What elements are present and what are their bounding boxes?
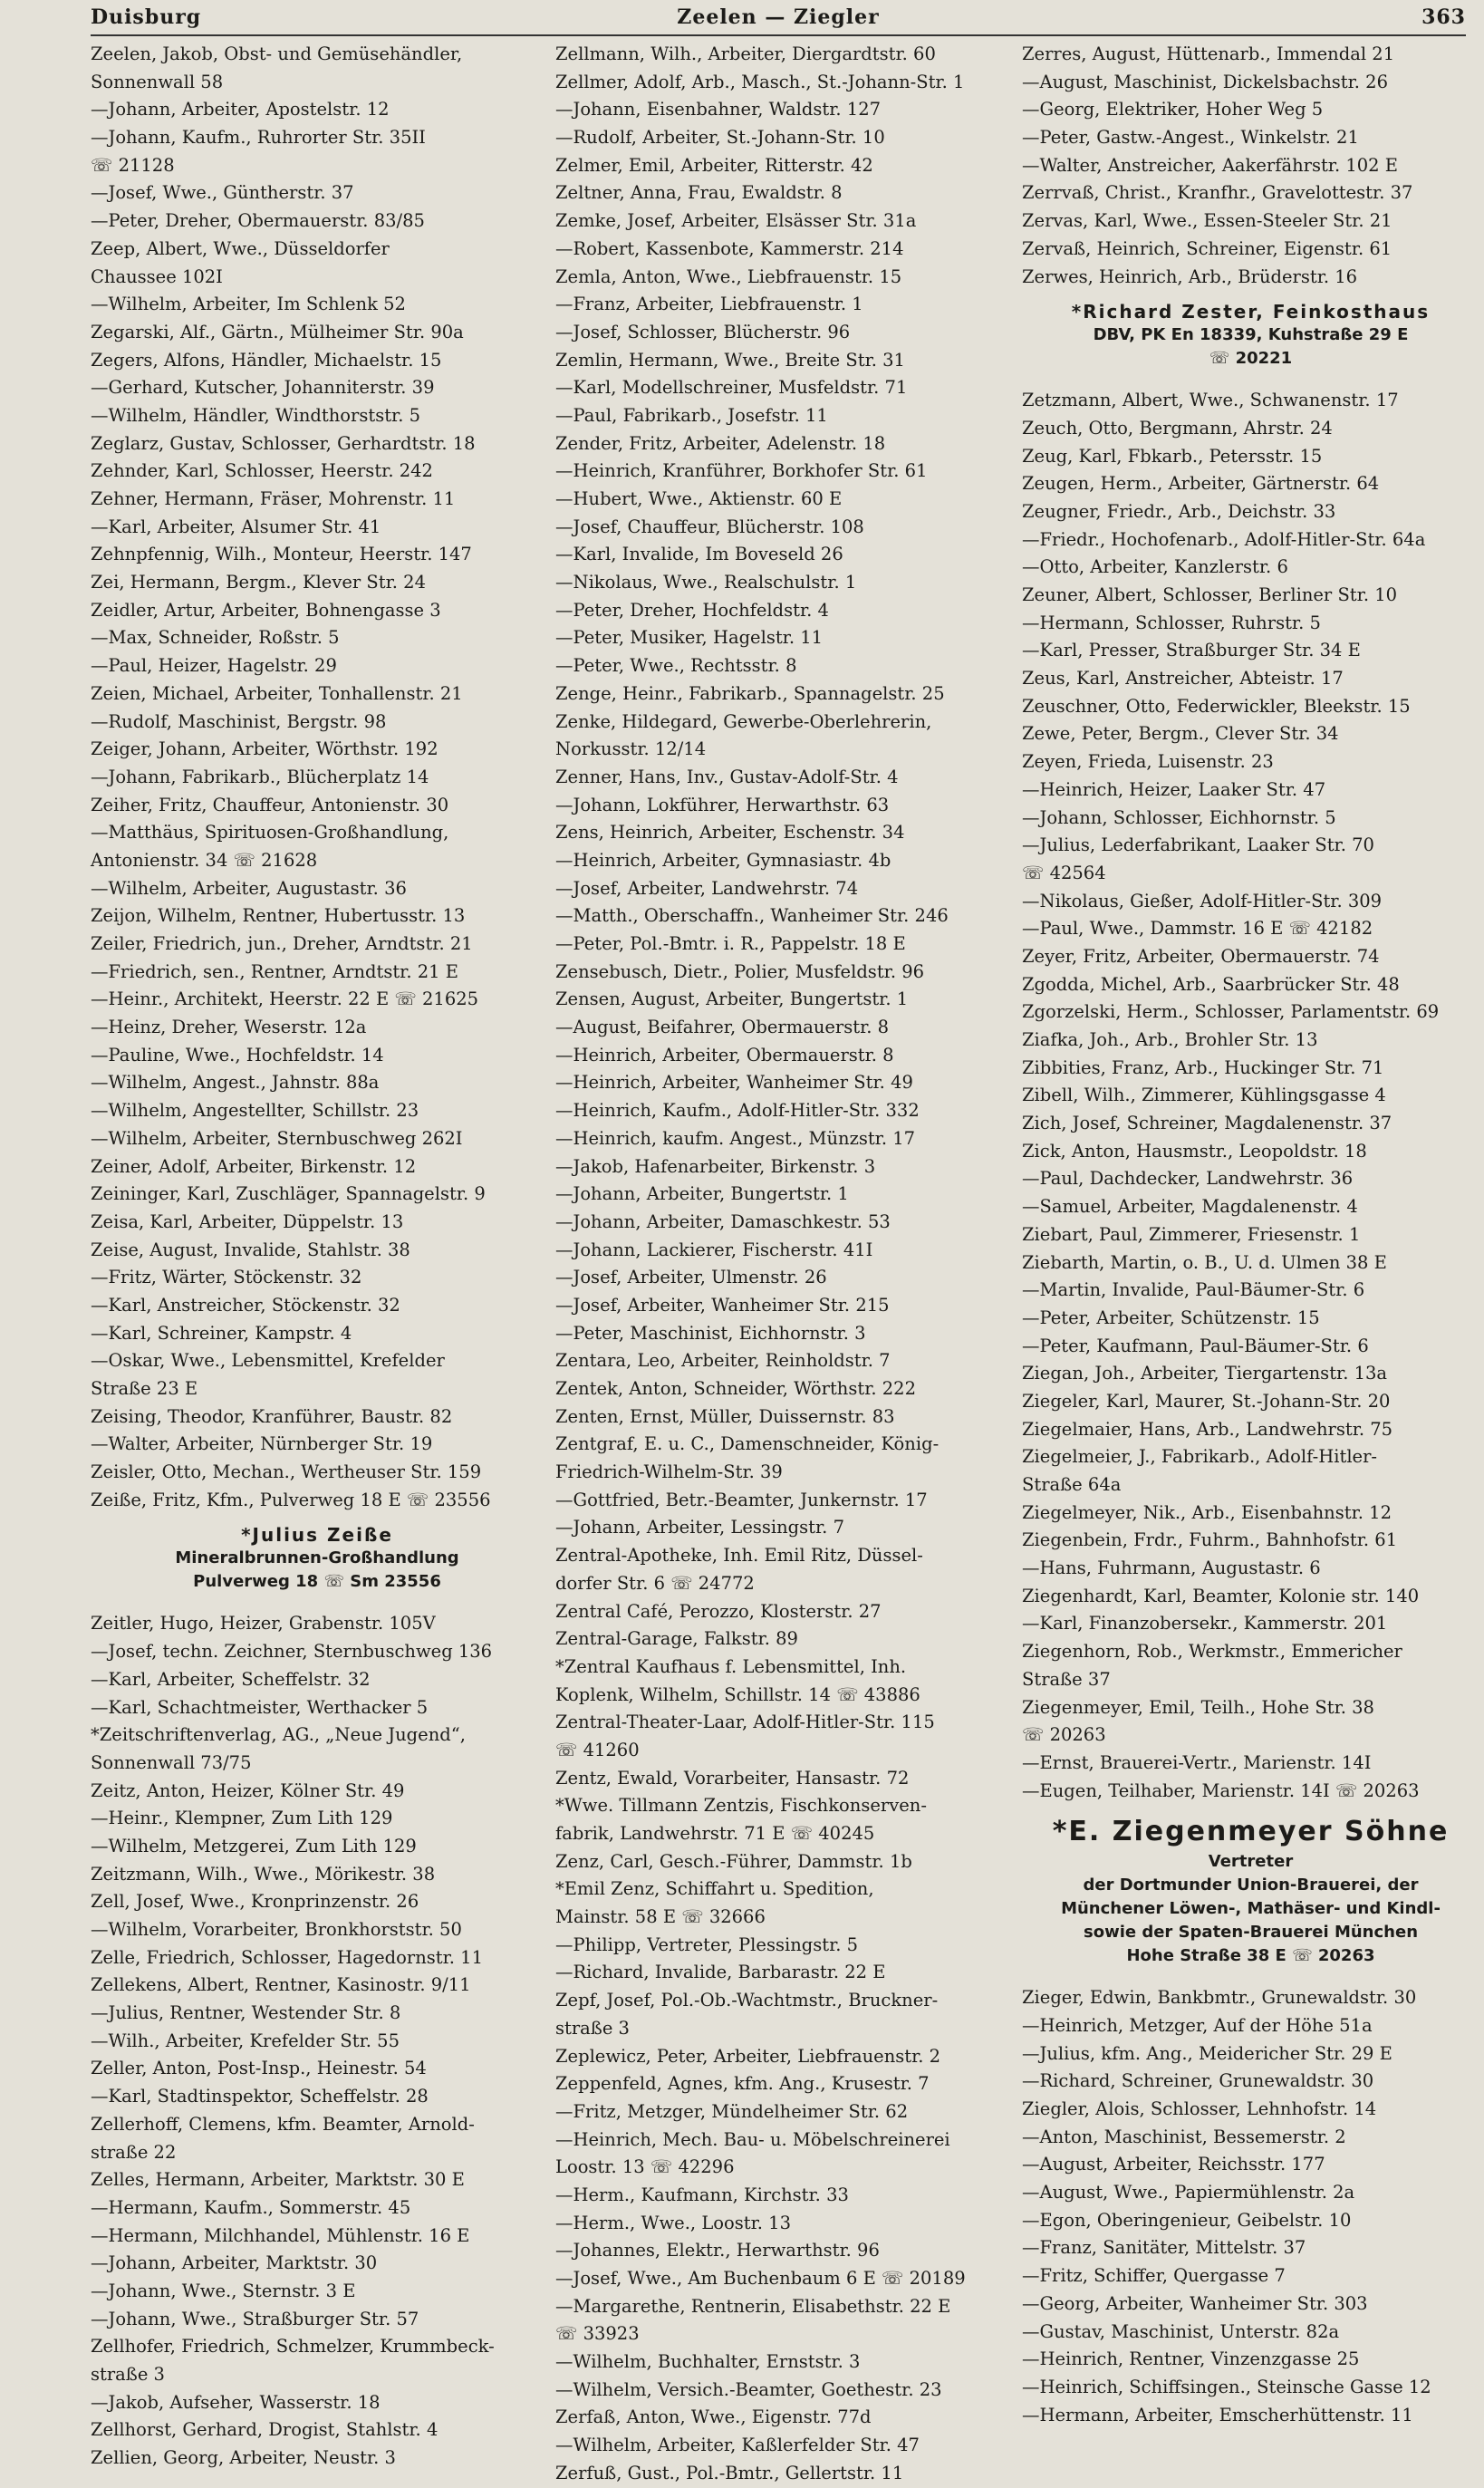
directory-entry: —Hubert, Wwe., Aktienstr. 60 E bbox=[555, 488, 843, 509]
directory-entry: Zell, Josef, Wwe., Kronprinzenstr. 26 bbox=[91, 1891, 419, 1913]
directory-entry: Antonienstr. 34 ☏ 21628 bbox=[91, 849, 318, 871]
directory-entry: Zehnpfennig, Wilh., Monteur, Heerstr. 147 bbox=[91, 544, 472, 565]
directory-entry: Straße 64a bbox=[1022, 1474, 1122, 1495]
directory-entry: Zender, Fritz, Arbeiter, Adelenstr. 18 bbox=[555, 432, 886, 454]
directory-entry: Chaussee 102I bbox=[91, 265, 223, 287]
directory-entry: —Karl, Presser, Straßburger Str. 34 E bbox=[1022, 640, 1361, 661]
advertisement-line: *E. Ziegenmeyer Söhne bbox=[1052, 1816, 1450, 1848]
directory-entry: Zeitz, Anton, Heizer, Kölner Str. 49 bbox=[91, 1779, 405, 1801]
directory-entry: —Josef, Arbeiter, Ulmenstr. 26 bbox=[555, 1267, 827, 1288]
directory-entry: —Johann, Arbeiter, Marktstr. 30 bbox=[91, 2252, 378, 2274]
directory-entry: —Wilhelm, Händler, Windthorststr. 5 bbox=[91, 404, 421, 426]
directory-entry: Zeplewicz, Peter, Arbeiter, Liebfrauenstr. 2 bbox=[555, 2045, 941, 2067]
directory-entry: —Johannes, Elektr., Herwarthstr. 96 bbox=[555, 2240, 880, 2261]
directory-entry: —Matth., Oberschaffn., Wanheimer Str. 246 bbox=[555, 905, 949, 927]
directory-entry: ☏ 41260 bbox=[555, 1739, 640, 1760]
directory-entry: Zeugner, Friedr., Arb., Deichstr. 33 bbox=[1022, 500, 1336, 522]
directory-entry: Zeyer, Fritz, Arbeiter, Obermauerstr. 74 bbox=[1022, 945, 1380, 967]
directory-entry: —Oskar, Wwe., Lebensmittel, Krefelder bbox=[91, 1350, 445, 1372]
directory-entry: —Fritz, Metzger, Mündelheimer Str. 62 bbox=[555, 2100, 909, 2122]
directory-entry: Ziebart, Paul, Zimmerer, Friesenstr. 1 bbox=[1022, 1223, 1361, 1245]
directory-entry: —Heinrich, Kranführer, Borkhofer Str. 61 bbox=[555, 460, 928, 482]
directory-entry: Zeidler, Artur, Arbeiter, Bohnengasse 3 bbox=[91, 599, 441, 621]
directory-entry: Zeijon, Wilhelm, Rentner, Hubertusstr. 13 bbox=[91, 905, 466, 927]
directory-entry: Sonnenwall 58 bbox=[91, 71, 224, 92]
advertisement-line: sowie der Spaten-Brauerei München bbox=[1083, 1923, 1419, 1943]
directory-entry: Zelle, Friedrich, Schlosser, Hagedornstr. 11 bbox=[91, 1946, 483, 1968]
directory-entry: —Franz, Sanitäter, Mittelstr. 37 bbox=[1022, 2237, 1306, 2259]
advertisement-line: Mineralbrunnen-Großhandlung bbox=[175, 1548, 459, 1568]
directory-entry: —August, Wwe., Papiermühlenstr. 2a bbox=[1022, 2182, 1355, 2204]
directory-entry: Straße 37 bbox=[1022, 1668, 1111, 1690]
directory-entry: Zibell, Wilh., Zimmerer, Kühlingsgasse 4 bbox=[1022, 1085, 1386, 1106]
directory-entry: —Nikolaus, Wwe., Realschulstr. 1 bbox=[555, 572, 857, 593]
directory-entry: Zenner, Hans, Inv., Gustav-Adolf-Str. 4 bbox=[555, 766, 899, 787]
directory-entry: Zervas, Karl, Wwe., Essen-Steeler Str. 21 bbox=[1022, 210, 1392, 232]
column-1 bbox=[91, 41, 544, 2469]
directory-entry: —Heinrich, Schiffsingen., Steinsche Gasse 12 bbox=[1022, 2376, 1431, 2397]
directory-entry: ☏ 20263 bbox=[1022, 1724, 1106, 1746]
advertisement-line: Hohe Straße 38 E ☏ 20263 bbox=[1126, 1946, 1375, 1966]
directory-entry: Zeisler, Otto, Mechan., Wertheuser Str. 159 bbox=[91, 1461, 482, 1483]
directory-entry: —August, Beifahrer, Obermauerstr. 8 bbox=[555, 1017, 890, 1038]
directory-entry: —Wilhelm, Metzgerei, Zum Lith 129 bbox=[91, 1835, 417, 1856]
directory-entry: Zeep, Albert, Wwe., Düsseldorfer bbox=[91, 237, 390, 259]
directory-entry: —Georg, Arbeiter, Wanheimer Str. 303 bbox=[1022, 2292, 1368, 2314]
directory-entry: Zewe, Peter, Bergm., Clever Str. 34 bbox=[1022, 723, 1339, 745]
directory-entry: Zelles, Hermann, Arbeiter, Marktstr. 30 E bbox=[91, 2169, 465, 2191]
directory-entry: Zellien, Georg, Arbeiter, Neustr. 3 bbox=[91, 2447, 396, 2469]
advertisement-line: der Dortmunder Union-Brauerei, der bbox=[1083, 1876, 1419, 1895]
directory-entry: Ziegenbein, Frdr., Fuhrm., Bahnhofstr. 61 bbox=[1022, 1529, 1398, 1551]
directory-entry: —Josef, Wwe., Am Buchenbaum 6 E ☏ 20189 bbox=[555, 2268, 966, 2289]
directory-entry: —Pauline, Wwe., Hochfeldstr. 14 bbox=[91, 1044, 384, 1066]
column-2 bbox=[555, 41, 1017, 2483]
directory-entry: —Herm., Wwe., Loostr. 13 bbox=[555, 2212, 791, 2233]
directory-entry: —Julius, kfm. Ang., Meidericher Str. 29 E bbox=[1022, 2042, 1392, 2064]
directory-entry: —Max, Schneider, Roßstr. 5 bbox=[91, 627, 340, 649]
directory-entry: straße 22 bbox=[91, 2141, 177, 2163]
directory-entry: —Heinr., Architekt, Heerstr. 22 E ☏ 21625 bbox=[91, 988, 479, 1010]
directory-entry: Zervaß, Heinrich, Schreiner, Eigenstr. 61 bbox=[1022, 237, 1392, 259]
directory-entry: —Johann, Arbeiter, Damaschkestr. 53 bbox=[555, 1210, 891, 1232]
directory-entry: —Jakob, Hafenarbeiter, Birkenstr. 3 bbox=[555, 1155, 876, 1177]
directory-entry: Zeelen, Jakob, Obst- und Gemüsehändler, bbox=[91, 43, 463, 64]
directory-entry: Ziegenhardt, Karl, Beamter, Kolonie str. 140 bbox=[1022, 1585, 1420, 1606]
directory-entry: —Heinz, Dreher, Weserstr. 12a bbox=[91, 1017, 367, 1038]
directory-entry: —Gustav, Maschinist, Unterstr. 82a bbox=[1022, 2320, 1340, 2342]
directory-entry: —Fritz, Wärter, Stöckenstr. 32 bbox=[91, 1267, 362, 1288]
directory-entry: Zentek, Anton, Schneider, Wörthstr. 222 bbox=[555, 1378, 916, 1399]
directory-entry: —Johann, Kaufm., Ruhrorter Str. 35II bbox=[91, 127, 426, 149]
directory-entry: Zeitler, Hugo, Heizer, Grabenstr. 105V bbox=[91, 1613, 436, 1635]
directory-entry: —Robert, Kassenbote, Kammerstr. 214 bbox=[555, 237, 904, 259]
directory-entry: —Ernst, Brauerei-Vertr., Marienstr. 14I bbox=[1022, 1751, 1372, 1773]
directory-entry: *Emil Zenz, Schiffahrt u. Spedition, bbox=[555, 1878, 874, 1900]
directory-entry: Zentgraf, E. u. C., Damenschneider, König- bbox=[555, 1433, 940, 1455]
directory-entry: Ziegler, Alois, Schlosser, Lehnhofstr. 14 bbox=[1022, 2098, 1377, 2119]
directory-entry: —Wilh., Arbeiter, Krefelder Str. 55 bbox=[91, 2030, 400, 2051]
directory-entry: —Hermann, Schlosser, Ruhrstr. 5 bbox=[1022, 612, 1321, 633]
directory-entry: Zenten, Ernst, Müller, Duissernstr. 83 bbox=[555, 1405, 895, 1427]
directory-entry: —Margarethe, Rentnerin, Elisabethstr. 22 E bbox=[555, 2295, 951, 2317]
directory-entry: Sonnenwall 73/75 bbox=[91, 1751, 252, 1773]
directory-entry: —Peter, Kaufmann, Paul-Bäumer-Str. 6 bbox=[1022, 1335, 1369, 1356]
directory-entry: Zerres, August, Hüttenarb., Immendal 21 bbox=[1022, 43, 1395, 64]
directory-entry: —Martin, Invalide, Paul-Bäumer-Str. 6 bbox=[1022, 1279, 1365, 1301]
directory-entry: —Peter, Wwe., Rechtsstr. 8 bbox=[555, 655, 797, 677]
directory-entry: Zeller, Anton, Post-Insp., Heinestr. 54 bbox=[91, 2058, 427, 2079]
directory-entry: Zegers, Alfons, Händler, Michaelstr. 15 bbox=[91, 349, 442, 371]
directory-entry: Zellekens, Albert, Rentner, Kasinostr. 9/11 bbox=[91, 1974, 471, 1996]
directory-entry: Zemla, Anton, Wwe., Liebfrauenstr. 15 bbox=[555, 265, 902, 287]
directory-entry: Zeisa, Karl, Arbeiter, Düppelstr. 13 bbox=[91, 1210, 404, 1232]
directory-entry: Zeppenfeld, Agnes, kfm. Ang., Krusestr. 7 bbox=[555, 2073, 930, 2095]
directory-entry: Mainstr. 58 E ☏ 32666 bbox=[555, 1906, 766, 1928]
directory-entry: —Heinrich, kaufm. Angest., Münzstr. 17 bbox=[555, 1127, 916, 1149]
advertisement-line: *Julius Zeiße bbox=[241, 1524, 393, 1547]
directory-entry: —Julius, Lederfabrikant, Laaker Str. 70 bbox=[1022, 834, 1374, 856]
header-city: Duisburg bbox=[91, 5, 202, 29]
directory-entry: —Franz, Arbeiter, Liebfrauenstr. 1 bbox=[555, 294, 863, 315]
directory-entry: —Karl, Modellschreiner, Musfeldstr. 71 bbox=[555, 377, 908, 399]
page-header bbox=[91, 2, 1466, 36]
directory-entry: —Peter, Maschinist, Eichhornstr. 3 bbox=[555, 1322, 866, 1344]
directory-entry: —Richard, Invalide, Barbarastr. 22 E bbox=[555, 1962, 886, 1983]
directory-entry: Zentara, Leo, Arbeiter, Reinholdstr. 7 bbox=[555, 1350, 891, 1372]
advertisement-block bbox=[1022, 300, 1479, 371]
directory-entry: —Peter, Dreher, Obermauerstr. 83/85 bbox=[91, 210, 425, 232]
directory-entry: straße 3 bbox=[91, 2364, 165, 2385]
directory-entry: fabrik, Landwehrstr. 71 E ☏ 40245 bbox=[555, 1823, 875, 1844]
directory-entry: —Heinrich, Arbeiter, Obermauerstr. 8 bbox=[555, 1044, 894, 1066]
directory-entry: Zensen, August, Arbeiter, Bungertstr. 1 bbox=[555, 988, 909, 1010]
directory-entry: Zentz, Ewald, Vorarbeiter, Hansastr. 72 bbox=[555, 1767, 910, 1789]
directory-entry: Zentral-Garage, Falkstr. 89 bbox=[555, 1628, 798, 1650]
directory-entry: Zehner, Hermann, Fräser, Mohrenstr. 11 bbox=[91, 488, 456, 509]
directory-entry: —Johann, Wwe., Sternstr. 3 E bbox=[91, 2280, 356, 2301]
directory-entry: —August, Arbeiter, Reichsstr. 177 bbox=[1022, 2154, 1325, 2175]
column-3 bbox=[1022, 41, 1479, 2425]
directory-entry: Zieger, Edwin, Bankbmtr., Grunewaldstr. 30 bbox=[1022, 1987, 1417, 2009]
directory-entry: Zich, Josef, Schreiner, Magdalenenstr. 37 bbox=[1022, 1113, 1392, 1134]
directory-entry: Zeise, August, Invalide, Stahlstr. 38 bbox=[91, 1239, 410, 1260]
directory-entry: —Karl, Schachtmeister, Werthacker 5 bbox=[91, 1696, 429, 1718]
directory-entry: —Hermann, Arbeiter, Emscherhüttenstr. 11 bbox=[1022, 2404, 1413, 2425]
directory-entry: —Hans, Fuhrmann, Augustastr. 6 bbox=[1022, 1557, 1321, 1579]
directory-entry: Zerfaß, Anton, Wwe., Eigenstr. 77d bbox=[555, 2406, 872, 2428]
directory-entry: —Paul, Fabrikarb., Josefstr. 11 bbox=[555, 404, 828, 426]
directory-entry: Zeuschner, Otto, Federwickler, Bleekstr. 15 bbox=[1022, 695, 1411, 717]
directory-entry: —Wilhelm, Arbeiter, Augustastr. 36 bbox=[91, 877, 407, 899]
directory-entry: —Heinrich, Arbeiter, Gymnasiastr. 4b bbox=[555, 849, 891, 871]
directory-entry: —Karl, Stadtinspektor, Scheffelstr. 28 bbox=[91, 2086, 429, 2107]
advertisement-line: Pulverweg 18 ☏ Sm 23556 bbox=[193, 1572, 441, 1592]
directory-entry: —Johann, Fabrikarb., Blücherplatz 14 bbox=[91, 766, 429, 787]
directory-entry: Zeiger, Johann, Arbeiter, Wörthstr. 192 bbox=[91, 738, 438, 760]
directory-entry: Ziegenhorn, Rob., Werkmstr., Emmericher bbox=[1022, 1641, 1402, 1663]
directory-entry: Zenge, Heinr., Fabrikarb., Spannagelstr. 25 bbox=[555, 682, 945, 704]
directory-entry: —Johann, Arbeiter, Apostelstr. 12 bbox=[91, 99, 390, 121]
advertisement-block bbox=[91, 1523, 544, 1594]
directory-entry: Zgodda, Michel, Arb., Saarbrücker Str. 48 bbox=[1022, 973, 1400, 995]
directory-entry: dorfer Str. 6 ☏ 24772 bbox=[555, 1572, 755, 1594]
directory-entry: ☏ 33923 bbox=[555, 2323, 640, 2345]
directory-entry: Zentral-Apotheke, Inh. Emil Ritz, Düssel- bbox=[555, 1545, 923, 1567]
directory-entry: Zei, Hermann, Bergm., Klever Str. 24 bbox=[91, 572, 426, 593]
directory-entry: Ziegelmeyer, Nik., Arb., Eisenbahnstr. 12 bbox=[1022, 1501, 1392, 1523]
directory-entry: —Jakob, Aufseher, Wasserstr. 18 bbox=[91, 2391, 381, 2413]
directory-entry: Zeus, Karl, Anstreicher, Abteistr. 17 bbox=[1022, 668, 1344, 690]
directory-entry: —Matthäus, Spirituosen-Großhandlung, bbox=[91, 822, 449, 844]
directory-entry: —Johann, Arbeiter, Lessingstr. 7 bbox=[555, 1517, 844, 1538]
directory-entry: Zentral Café, Perozzo, Klosterstr. 27 bbox=[555, 1600, 882, 1622]
directory-entry: Zibbities, Franz, Arb., Huckinger Str. 71 bbox=[1022, 1056, 1384, 1078]
directory-entry: Ziegelmeier, J., Fabrikarb., Adolf-Hitler- bbox=[1022, 1446, 1377, 1468]
directory-entry: Zeiße, Fritz, Kfm., Pulverweg 18 E ☏ 23556 bbox=[91, 1489, 491, 1510]
directory-entry: Zeugen, Herm., Arbeiter, Gärtnerstr. 64 bbox=[1022, 473, 1380, 495]
directory-entry: —Karl, Schreiner, Kampstr. 4 bbox=[91, 1322, 352, 1344]
directory-entry: Zeglarz, Gustav, Schlosser, Gerhardtstr. 18 bbox=[91, 432, 476, 454]
advertisement-line: Münchener Löwen-, Mathäser- und Kindl- bbox=[1061, 1899, 1441, 1919]
directory-entry: Zeising, Theodor, Kranführer, Baustr. 82 bbox=[91, 1405, 453, 1427]
directory-entry: —Karl, Arbeiter, Scheffelstr. 32 bbox=[91, 1668, 371, 1690]
directory-entry: Zeitzmann, Wilh., Wwe., Mörikestr. 38 bbox=[91, 1863, 436, 1885]
directory-entry: Zehnder, Karl, Schlosser, Heerstr. 242 bbox=[91, 460, 433, 482]
directory-entry: Zellmer, Adolf, Arb., Masch., St.-Johann-Str. 1 bbox=[555, 71, 965, 92]
directory-entry: Zensebusch, Dietr., Polier, Musfeldstr. 96 bbox=[555, 960, 925, 982]
directory-entry: Zenz, Carl, Gesch.-Führer, Dammstr. 1b bbox=[555, 1850, 912, 1872]
directory-entry: —Hermann, Milchhandel, Mühlenstr. 16 E bbox=[91, 2224, 470, 2246]
directory-entry: —Rudolf, Maschinist, Bergstr. 98 bbox=[91, 710, 387, 732]
directory-entry: Zeininger, Karl, Zuschläger, Spannagelstr. 9 bbox=[91, 1183, 486, 1205]
directory-entry: *Zentral Kaufhaus f. Lebensmittel, Inh. bbox=[555, 1655, 907, 1677]
directory-entry: —Johann, Eisenbahner, Waldstr. 127 bbox=[555, 99, 882, 121]
directory-entry: Ziebarth, Martin, o. B., U. d. Ulmen 38 E bbox=[1022, 1251, 1387, 1273]
directory-entry: —Josef, Arbeiter, Wanheimer Str. 215 bbox=[555, 1294, 890, 1316]
directory-entry: —Heinrich, Kaufm., Adolf-Hitler-Str. 332 bbox=[555, 1100, 920, 1122]
directory-entry: —Peter, Arbeiter, Schützenstr. 15 bbox=[1022, 1307, 1320, 1328]
directory-entry: —Samuel, Arbeiter, Magdalenenstr. 4 bbox=[1022, 1196, 1358, 1218]
directory-entry: —Gerhard, Kutscher, Johanniterstr. 39 bbox=[91, 377, 435, 399]
directory-entry: —Julius, Rentner, Westender Str. 8 bbox=[91, 2002, 401, 2024]
directory-entry: Zellmann, Wilh., Arbeiter, Diergardtstr. 60 bbox=[555, 43, 936, 64]
directory-entry: —Johann, Schlosser, Eichhornstr. 5 bbox=[1022, 806, 1336, 828]
directory-entry: —Johann, Lokführer, Herwarthstr. 63 bbox=[555, 794, 890, 815]
directory-entry: Friedrich-Wilhelm-Str. 39 bbox=[555, 1461, 783, 1483]
directory-entry: straße 3 bbox=[555, 2017, 630, 2039]
directory-entry: Zick, Anton, Hausmstr., Leopoldstr. 18 bbox=[1022, 1140, 1367, 1162]
directory-entry: Zeiher, Fritz, Chauffeur, Antonienstr. 30 bbox=[91, 794, 449, 815]
directory-entry: Ziegeler, Karl, Maurer, St.-Johann-Str. 20 bbox=[1022, 1390, 1391, 1412]
directory-entry: Zentral-Theater-Laar, Adolf-Hitler-Str. 115 bbox=[555, 1712, 935, 1733]
directory-entry: Zerrvaß, Christ., Kranfhr., Gravelottestr. 37 bbox=[1022, 182, 1413, 204]
directory-entry: —Heinrich, Heizer, Laaker Str. 47 bbox=[1022, 778, 1326, 800]
directory-entry: —Wilhelm, Angestellter, Schillstr. 23 bbox=[91, 1100, 419, 1122]
directory-entry: —August, Maschinist, Dickelsbachstr. 26 bbox=[1022, 71, 1388, 92]
directory-entry: —Egon, Oberingenieur, Geibelstr. 10 bbox=[1022, 2209, 1352, 2231]
directory-entry: —Nikolaus, Gießer, Adolf-Hitler-Str. 309 bbox=[1022, 890, 1383, 911]
advertisement-line: DBV, PK En 18339, Kuhstraße 29 E bbox=[1093, 325, 1409, 345]
directory-entry: Zeiler, Friedrich, jun., Dreher, Arndtstr. 21 bbox=[91, 933, 473, 954]
directory-entry: —Paul, Wwe., Dammstr. 16 E ☏ 42182 bbox=[1022, 918, 1373, 940]
directory-entry: —Peter, Gastw.-Angest., Winkelstr. 21 bbox=[1022, 127, 1359, 149]
directory-entry: —Peter, Musiker, Hagelstr. 11 bbox=[555, 627, 824, 649]
header-range: Zeelen — Ziegler bbox=[677, 5, 880, 29]
directory-entry: Zegarski, Alf., Gärtn., Mülheimer Str. 90a bbox=[91, 321, 464, 342]
directory-entry: —Wilhelm, Arbeiter, Sternbuschweg 262I bbox=[91, 1127, 463, 1149]
directory-entry: —Peter, Dreher, Hochfeldstr. 4 bbox=[555, 599, 829, 621]
directory-entry: Zellerhoff, Clemens, kfm. Beamter, Arnold- bbox=[91, 2113, 475, 2135]
directory-entry: —Josef, Chauffeur, Blücherstr. 108 bbox=[555, 516, 864, 537]
directory-entry: Zerwes, Heinrich, Arb., Brüderstr. 16 bbox=[1022, 265, 1358, 287]
directory-entry: —Wilhelm, Arbeiter, Im Schlenk 52 bbox=[91, 294, 406, 315]
directory-entry: —Johann, Lackierer, Fischerstr. 41I bbox=[555, 1239, 873, 1260]
advertisement-line: *Richard Zester, Feinkosthaus bbox=[1071, 301, 1431, 323]
directory-entry: —Karl, Arbeiter, Alsumer Str. 41 bbox=[91, 516, 381, 537]
directory-entry: Zeyen, Frieda, Luisenstr. 23 bbox=[1022, 751, 1274, 773]
directory-entry: —Karl, Invalide, Im Boveseld 26 bbox=[555, 544, 843, 565]
directory-entry: Zemke, Josef, Arbeiter, Elsässer Str. 31a bbox=[555, 210, 917, 232]
directory-entry: —Heinrich, Metzger, Auf der Höhe 51a bbox=[1022, 2014, 1373, 2036]
directory-entry: —Herm., Kaufmann, Kirchstr. 33 bbox=[555, 2184, 849, 2205]
directory-entry: Ziegan, Joh., Arbeiter, Tiergartenstr. 13a bbox=[1022, 1363, 1388, 1384]
directory-entry: —Wilhelm, Arbeiter, Kaßlerfelder Str. 47 bbox=[555, 2435, 920, 2456]
directory-entry: —Heinrich, Arbeiter, Wanheimer Str. 49 bbox=[555, 1072, 913, 1094]
directory-entry: —Karl, Anstreicher, Stöckenstr. 32 bbox=[91, 1294, 400, 1316]
directory-entry: —Walter, Arbeiter, Nürnberger Str. 19 bbox=[91, 1433, 433, 1455]
directory-entry: —Peter, Pol.-Bmtr. i. R., Pappelstr. 18 E bbox=[555, 933, 906, 954]
directory-entry: Zeltner, Anna, Frau, Ewaldstr. 8 bbox=[555, 182, 843, 204]
directory-entry: —Friedrich, sen., Rentner, Arndtstr. 21 E bbox=[91, 960, 458, 982]
directory-entry: —Georg, Elektriker, Hoher Weg 5 bbox=[1022, 99, 1324, 121]
directory-entry: —Josef, Schlosser, Blücherstr. 96 bbox=[555, 321, 851, 342]
directory-entry: —Josef, Arbeiter, Landwehrstr. 74 bbox=[555, 877, 859, 899]
directory-entry: —Josef, Wwe., Güntherstr. 37 bbox=[91, 182, 354, 204]
advertisement-line: ☏ 20221 bbox=[1209, 349, 1293, 369]
directory-entry: —Otto, Arbeiter, Kanzlerstr. 6 bbox=[1022, 556, 1288, 578]
directory-entry: *Wwe. Tillmann Zentzis, Fischkonserven- bbox=[555, 1795, 927, 1817]
directory-entry: —Wilhelm, Angest., Jahnstr. 88a bbox=[91, 1072, 380, 1094]
directory-entry: —Friedr., Hochofenarb., Adolf-Hitler-Str. 64a bbox=[1022, 528, 1426, 550]
directory-entry: —Josef, techn. Zeichner, Sternbuschweg 136 bbox=[91, 1641, 493, 1663]
directory-entry: Zellhofer, Friedrich, Schmelzer, Krummbeck- bbox=[91, 2336, 495, 2358]
directory-entry: —Paul, Heizer, Hagelstr. 29 bbox=[91, 655, 337, 677]
directory-entry: —Richard, Schreiner, Grunewaldstr. 30 bbox=[1022, 2070, 1374, 2092]
header-page-number: 363 bbox=[1421, 5, 1466, 29]
directory-entry: —Wilhelm, Versich.-Beamter, Goethestr. 23 bbox=[555, 2378, 942, 2400]
directory-entry: —Walter, Anstreicher, Aakerfährstr. 102 E bbox=[1022, 154, 1399, 176]
directory-entry: —Johann, Wwe., Straßburger Str. 57 bbox=[91, 2308, 419, 2329]
directory-entry: Loostr. 13 ☏ 42296 bbox=[555, 2156, 735, 2178]
directory-entry: —Fritz, Schiffer, Quergasse 7 bbox=[1022, 2265, 1286, 2287]
directory-entry: Zens, Heinrich, Arbeiter, Eschenstr. 34 bbox=[555, 822, 905, 844]
directory-entry: Zeuner, Albert, Schlosser, Berliner Str. 10 bbox=[1022, 584, 1398, 605]
directory-entry: Zeien, Michael, Arbeiter, Tonhallenstr. 21 bbox=[91, 682, 463, 704]
directory-entry: Zelmer, Emil, Arbeiter, Ritterstr. 42 bbox=[555, 154, 873, 176]
directory-entry: Zellhorst, Gerhard, Drogist, Stahlstr. 4 bbox=[91, 2419, 438, 2441]
directory-entry: Koplenk, Wilhelm, Schillstr. 14 ☏ 43886 bbox=[555, 1683, 920, 1705]
directory-entry: —Anton, Maschinist, Bessemerstr. 2 bbox=[1022, 2126, 1346, 2147]
directory-entry: Ziegelmaier, Hans, Arb., Landwehrstr. 75 bbox=[1022, 1418, 1393, 1440]
directory-entry: —Philipp, Vertreter, Plessingstr. 5 bbox=[555, 1934, 859, 1955]
directory-entry: —Eugen, Teilhaber, Marienstr. 14I ☏ 20263 bbox=[1022, 1779, 1420, 1801]
directory-entry: Zeiner, Adolf, Arbeiter, Birkenstr. 12 bbox=[91, 1155, 417, 1177]
directory-entry: —Rudolf, Arbeiter, St.-Johann-Str. 10 bbox=[555, 127, 885, 149]
directory-entry: Norkusstr. 12/14 bbox=[555, 738, 707, 760]
directory-entry: —Paul, Dachdecker, Landwehrstr. 36 bbox=[1022, 1168, 1354, 1190]
directory-entry: Zerfuß, Gust., Pol.-Bmtr., Gellertstr. 11 bbox=[555, 2462, 904, 2483]
directory-entry: Ziafka, Joh., Arb., Brohler Str. 13 bbox=[1022, 1029, 1318, 1050]
directory-entry: Zepf, Josef, Pol.-Ob.-Wachtmstr., Bruckner- bbox=[555, 1990, 939, 2011]
directory-entry: Zenke, Hildegard, Gewerbe-Oberlehrerin, bbox=[555, 710, 932, 732]
directory-entry: Zeuch, Otto, Bergmann, Ahrstr. 24 bbox=[1022, 417, 1333, 439]
directory-entry: Straße 23 E bbox=[91, 1378, 198, 1399]
directory-entry: Ziegenmeyer, Emil, Teilh., Hohe Str. 38 bbox=[1022, 1696, 1374, 1718]
directory-entry: *Zeitschriftenverlag, AG., „Neue Jugend“, bbox=[91, 1724, 466, 1746]
directory-entry: —Hermann, Kaufm., Sommerstr. 45 bbox=[91, 2196, 411, 2218]
directory-entry: —Wilhelm, Buchhalter, Ernststr. 3 bbox=[555, 2351, 861, 2373]
directory-entry: Zeug, Karl, Fbkarb., Petersstr. 15 bbox=[1022, 445, 1323, 467]
advertisement-block bbox=[1022, 1814, 1479, 1968]
directory-entry: ☏ 21128 bbox=[91, 154, 175, 176]
directory-entry: —Johann, Arbeiter, Bungertstr. 1 bbox=[555, 1183, 849, 1205]
advertisement-line: Vertreter bbox=[1208, 1852, 1294, 1872]
directory-entry: —Heinrich, Rentner, Vinzenzgasse 25 bbox=[1022, 2348, 1360, 2370]
directory-entry: —Heinr., Klempner, Zum Lith 129 bbox=[91, 1808, 393, 1829]
directory-entry: —Gottfried, Betr.-Beamter, Junkernstr. 17 bbox=[555, 1489, 928, 1510]
directory-entry: —Karl, Finanzobersekr., Kammerstr. 201 bbox=[1022, 1613, 1388, 1635]
directory-entry: ☏ 42564 bbox=[1022, 862, 1106, 883]
directory-entry: Zetzmann, Albert, Wwe., Schwanenstr. 17 bbox=[1022, 390, 1399, 411]
directory-entry: Zemlin, Hermann, Wwe., Breite Str. 31 bbox=[555, 349, 905, 371]
directory-entry: —Wilhelm, Vorarbeiter, Bronkhorststr. 50 bbox=[91, 1919, 462, 1940]
directory-entry: Zgorzelski, Herm., Schlosser, Parlamentstr. 69 bbox=[1022, 1001, 1440, 1023]
directory-entry: —Heinrich, Mech. Bau- u. Möbelschreinerei bbox=[555, 2128, 950, 2150]
